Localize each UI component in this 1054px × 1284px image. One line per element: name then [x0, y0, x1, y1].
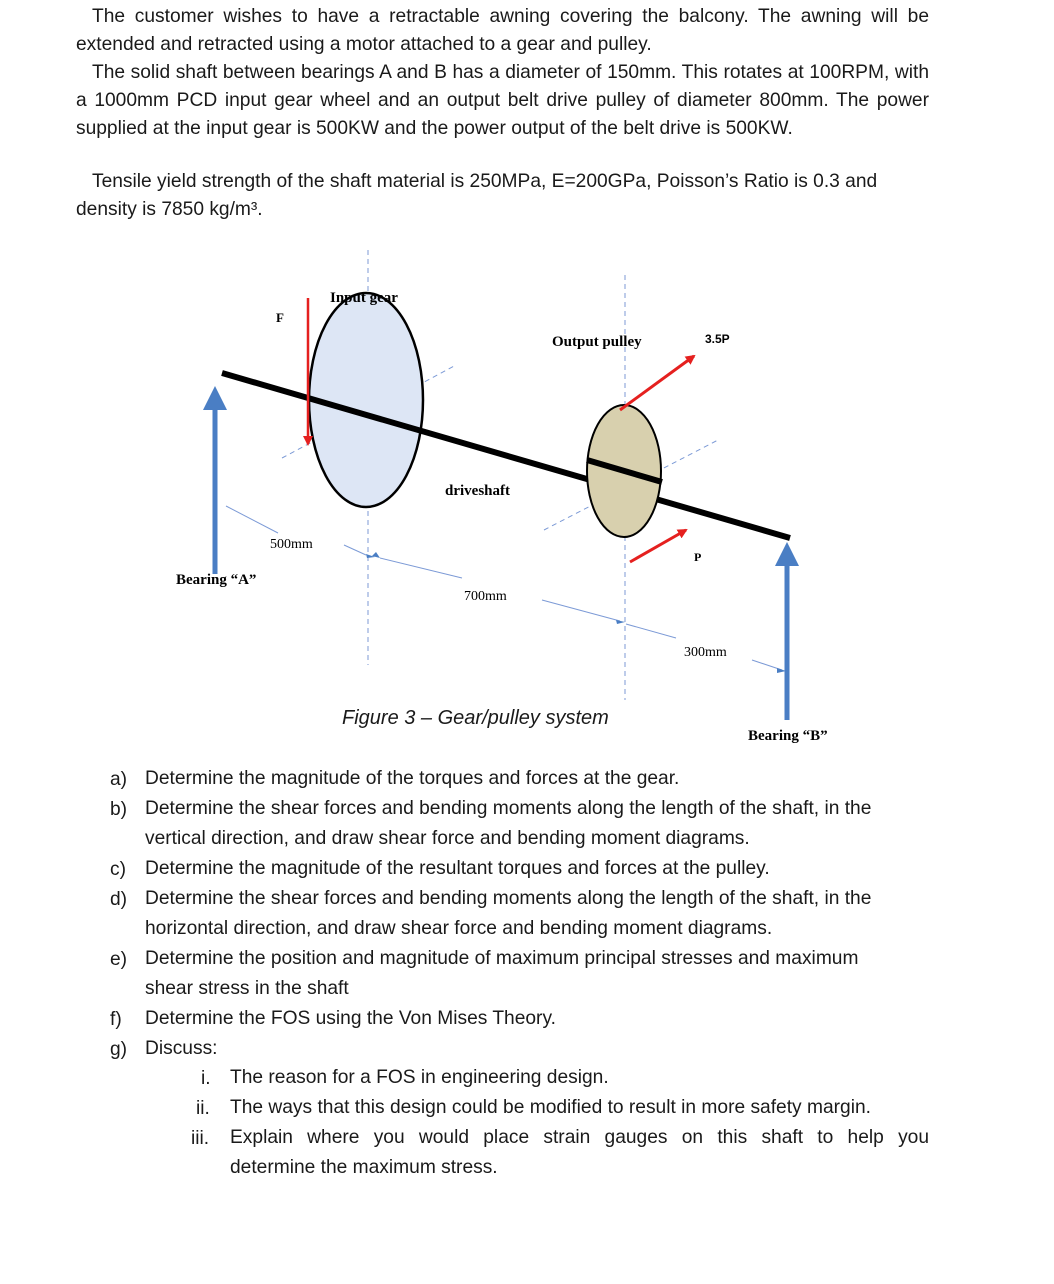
discuss-label: i. — [201, 1068, 211, 1089]
bearing-b-arrow — [775, 542, 799, 720]
question-text: Determine the magnitude of the resultant torques and forces at the pulley. — [145, 858, 770, 879]
dim-300-label: 300mm — [684, 645, 727, 660]
question-text-cont: vertical direction, and draw shear force and bending moment diagrams. — [145, 828, 750, 849]
question-text: Determine the magnitude of the torques and forces at the gear. — [145, 768, 680, 789]
intro-paragraph-2: The solid shaft between bearings A and B has a diameter of 150mm. This rotates at 100RPM, with a 1000mm PCD input gear wheel and an output belt drive pulley of diameter 800mm. The power supplied at the input gear is 500KW and the power output of the belt drive is 500KW. — [76, 62, 929, 139]
question-text: Discuss: — [145, 1038, 218, 1059]
intro-paragraph-3-line-1: Tensile yield strength of the shaft material is 250MPa, E=200GPa, Poisson’s Ratio is 0.3 and — [92, 171, 878, 192]
question-label: e) — [110, 949, 128, 970]
question-text-cont: horizontal direction, and draw shear force and bending moment diagrams. — [145, 918, 773, 939]
bearing-b-label: Bearing “B” — [748, 728, 828, 744]
discuss-text: The ways that this design could be modified to result in more safety margin. — [230, 1097, 871, 1118]
question-label: c) — [110, 859, 126, 880]
force-p-label: P — [694, 550, 702, 564]
question-text-cont: shear stress in the shaft — [145, 978, 349, 999]
intro-paragraph-3-line-2: density is 7850 kg/m³. — [76, 199, 263, 220]
driveshaft-label: driveshaft — [445, 483, 510, 499]
dim-500-label: 500mm — [270, 537, 313, 552]
question-label: a) — [110, 769, 128, 790]
output-pulley-label: Output pulley — [552, 334, 642, 350]
dim-700-label: 700mm — [464, 589, 507, 604]
question-label: f) — [110, 1009, 122, 1030]
discuss-text: Explain where you would place strain gauges on this shaft to help you — [230, 1127, 929, 1148]
question-label: g) — [110, 1039, 128, 1060]
force-f-label: F — [276, 310, 284, 325]
question-label: b) — [110, 799, 128, 820]
question-text: Determine the FOS using the Von Mises Theory. — [145, 1008, 556, 1029]
discuss-text: The reason for a FOS in engineering design. — [230, 1067, 609, 1088]
bearing-a-arrow — [203, 386, 227, 574]
intro-paragraph-1: The customer wishes to have a retractable awning covering the balcony. The awning will be extended and retracted using a motor attached to a gear and pulley. — [76, 6, 929, 55]
bearing-a-label: Bearing “A” — [176, 572, 257, 588]
force-3-5p-arrow — [620, 356, 694, 410]
question-text: Determine the shear forces and bending moments along the length of the shaft, in the — [145, 888, 872, 909]
dim-arrow-700-right — [616, 620, 625, 624]
figure-caption: Figure 3 – Gear/pulley system — [342, 707, 609, 729]
input-gear — [309, 293, 423, 507]
force-p-arrow — [630, 530, 686, 562]
discuss-label: ii. — [196, 1098, 210, 1119]
force-3-5p-label: 3.5P — [705, 332, 730, 346]
question-label: d) — [110, 889, 128, 910]
discuss-text-cont: determine the maximum stress. — [230, 1157, 498, 1178]
question-text: Determine the position and magnitude of maximum principal stresses and maximum — [145, 948, 859, 969]
question-text: Determine the shear forces and bending moments along the length of the shaft, in the — [145, 798, 872, 819]
discuss-label: iii. — [191, 1128, 210, 1149]
input-gear-label: Input gear — [330, 290, 398, 306]
